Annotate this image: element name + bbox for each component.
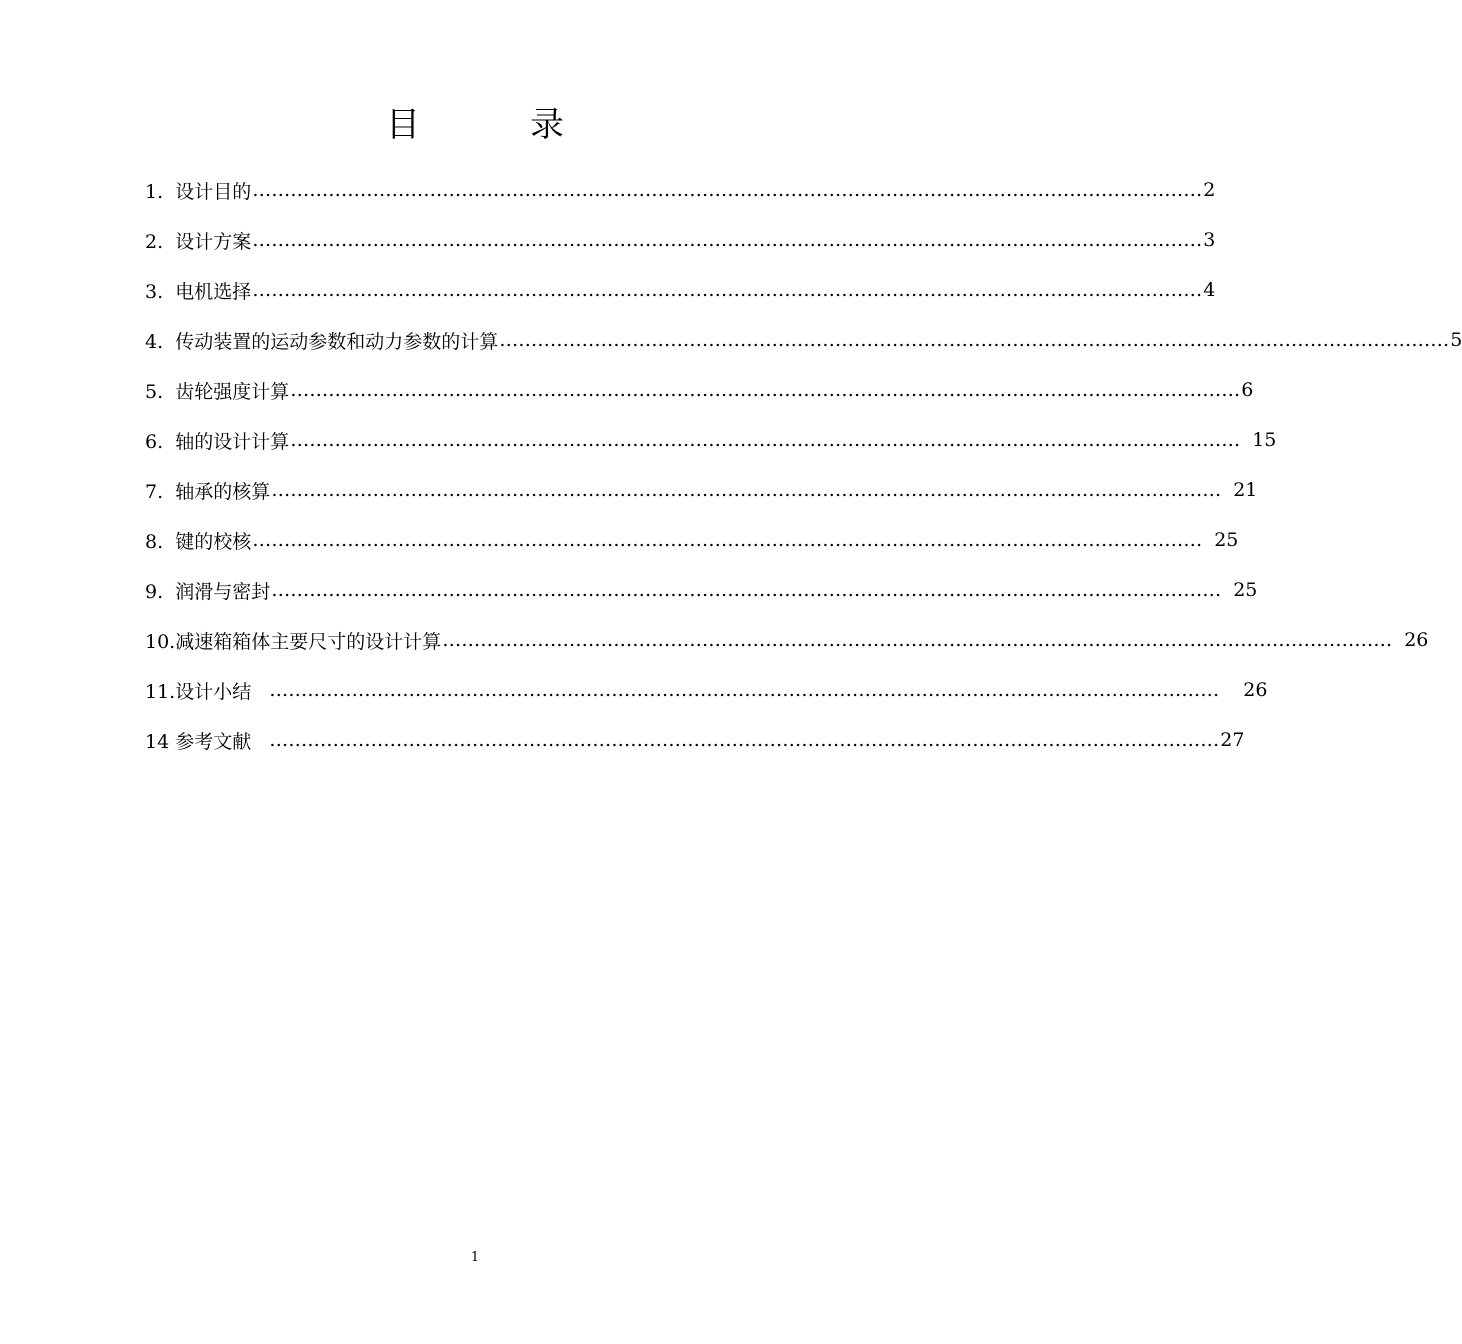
toc-entry-page: 5 xyxy=(1450,329,1462,351)
toc-leader-dots: …………………………………………………………………………………………………………………………………… xyxy=(290,429,1241,451)
toc-leader-dots: …………………………………………………………………………………………………………………………………… xyxy=(252,229,1203,251)
toc-entry-page: 3 xyxy=(1203,229,1216,251)
toc-entry[interactable] xyxy=(145,415,1277,465)
toc-entry-page: 6 xyxy=(1241,379,1254,401)
toc-entry-label: 4. 传动装置的运动参数和动力参数的计算 xyxy=(145,330,499,353)
toc-leader-dots: …………………………………………………………………………………………………………………………………… xyxy=(499,329,1450,351)
toc-entry[interactable] xyxy=(145,515,1239,565)
toc-entry-label: 1. 设计目的 xyxy=(145,180,252,203)
toc-entry-label: 14 参考文献 xyxy=(145,730,258,753)
toc-entry-label: 11.设计小结 xyxy=(145,680,258,703)
toc-entry-label: 2. 设计方案 xyxy=(145,230,252,253)
title-char-right: 录 xyxy=(530,105,564,145)
toc-entry-page: 21 xyxy=(1233,479,1258,501)
toc-entry-page: 15 xyxy=(1252,429,1277,451)
table-of-contents xyxy=(145,165,1462,765)
toc-entry-page: 26 xyxy=(1243,679,1268,701)
toc-entry-label: 9. 润滑与密封 xyxy=(145,580,271,603)
toc-entry[interactable] xyxy=(145,365,1254,415)
toc-entry[interactable] xyxy=(145,215,1216,265)
toc-leader-dots: …………………………………………………………………………………………………………………………………… xyxy=(290,379,1241,401)
toc-leader-dots: …………………………………………………………………………………………………………………………………… xyxy=(271,579,1222,601)
toc-entry-page: 4 xyxy=(1203,279,1216,301)
toc-entry-page: 27 xyxy=(1220,729,1245,751)
toc-leader-dots: …………………………………………………………………………………………………………………………………… xyxy=(252,529,1203,551)
toc-entry[interactable] xyxy=(145,665,1268,715)
toc-entry[interactable] xyxy=(145,715,1245,765)
page-title xyxy=(0,100,950,150)
toc-leader-dots: …………………………………………………………………………………………………………………………………… xyxy=(271,479,1222,501)
toc-entry-page: 25 xyxy=(1233,579,1258,601)
toc-entry[interactable] xyxy=(145,315,1462,365)
toc-entry-page: 26 xyxy=(1404,629,1429,651)
toc-entry[interactable] xyxy=(145,615,1429,665)
toc-entry[interactable] xyxy=(145,465,1258,515)
toc-entry-label: 6. 轴的设计计算 xyxy=(145,430,290,453)
toc-entry-page: 25 xyxy=(1214,529,1239,551)
toc-entry-page: 2 xyxy=(1203,179,1216,201)
toc-entry-label: 3. 电机选择 xyxy=(145,280,252,303)
toc-entry-label: 5. 齿轮强度计算 xyxy=(145,380,290,403)
toc-leader-dots: …………………………………………………………………………………………………………………………………… xyxy=(269,729,1220,751)
toc-leader-dots: …………………………………………………………………………………………………………………………………… xyxy=(269,679,1220,701)
toc-leader-dots: …………………………………………………………………………………………………………………………………… xyxy=(442,629,1393,651)
toc-entry-label: 8. 键的校核 xyxy=(145,530,252,553)
toc-leader-dots: …………………………………………………………………………………………………………………………………… xyxy=(252,279,1203,301)
title-char-left: 目 xyxy=(386,105,420,145)
toc-entry[interactable] xyxy=(145,165,1216,215)
toc-entry-label: 7. 轴承的核算 xyxy=(145,480,271,503)
toc-entry[interactable] xyxy=(145,565,1258,615)
toc-entry-label: 10.减速箱箱体主要尺寸的设计计算 xyxy=(145,630,442,653)
toc-entry[interactable] xyxy=(145,265,1216,315)
toc-leader-dots: …………………………………………………………………………………………………………………………………… xyxy=(252,179,1203,201)
page-number: 1 xyxy=(470,1250,480,1265)
